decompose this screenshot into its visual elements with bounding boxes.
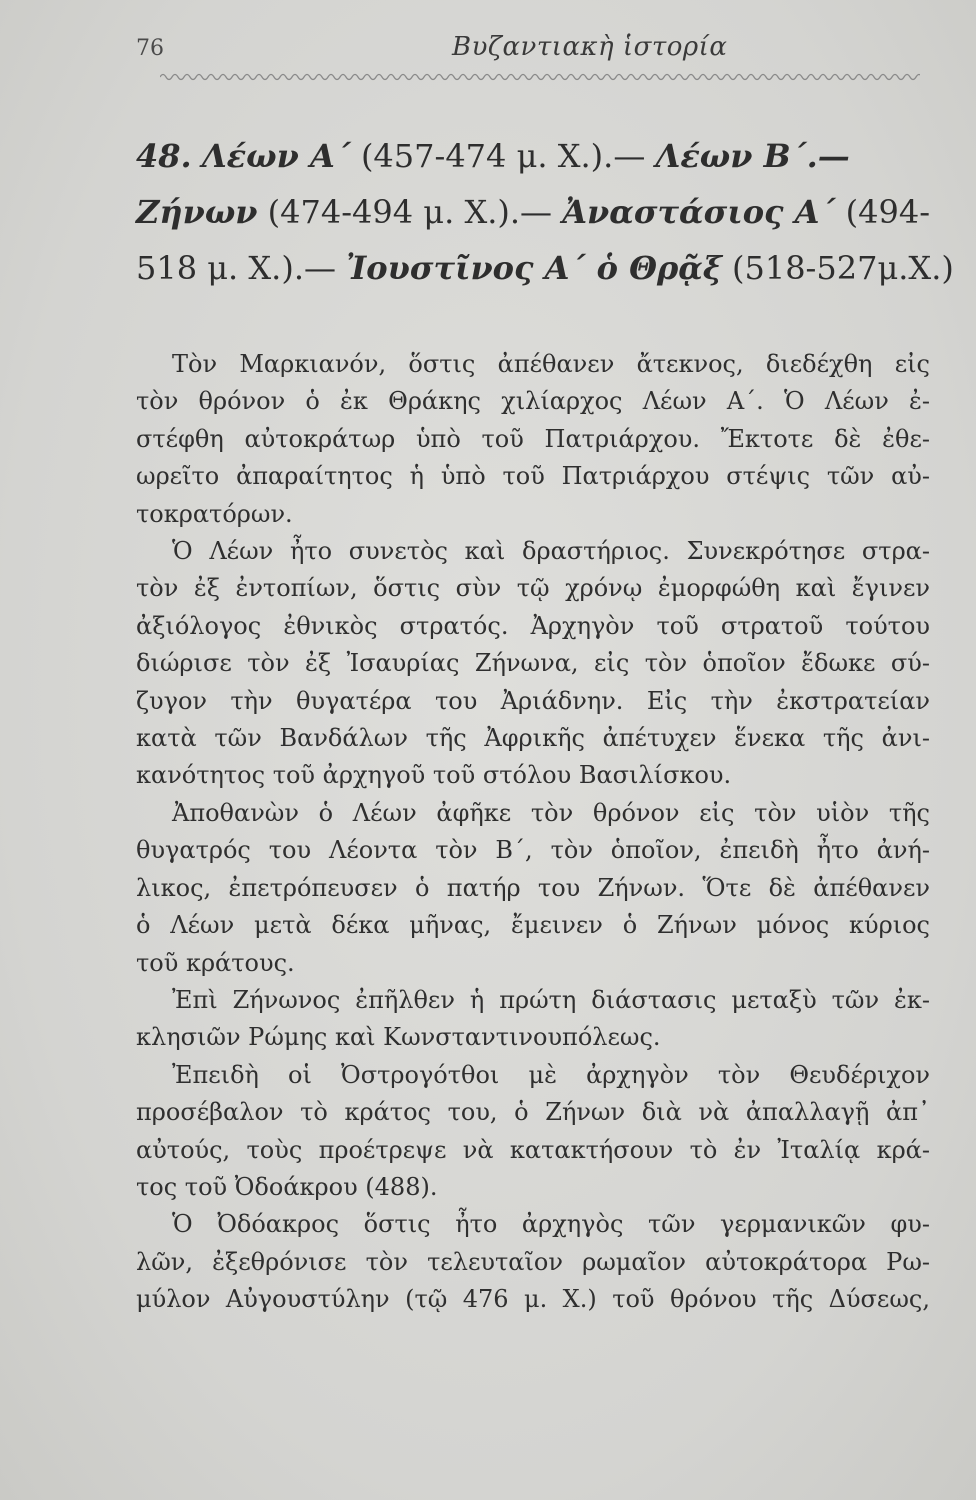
emperor-name: Ἀναστάσιος Α΄ <box>562 193 836 231</box>
text-line: διώρισε τὸν ἐξ Ἰσαυρίας Ζήνωνα, εἰς τὸν ὁποῖον ἔδωκε σύ- <box>136 649 930 678</box>
text-line: ωρεῖτο ἀπαραίτητος ἡ ὑπὸ τοῦ Πατριάρχου στέψις τῶν αὐ- <box>136 462 930 491</box>
text-line: ζυγον τὴν θυγατέρα του Ἀριάδνην. Εἰς τὴν ἐκστρατείαν <box>136 686 930 715</box>
reign-dates: 518 μ. Χ.).— <box>136 249 336 287</box>
text-line: τος τοῦ Ὀδοάκρου (488). <box>136 1172 438 1201</box>
reign-dates: (457-474 μ. Χ.).— <box>360 137 646 175</box>
text-line: λῶν, ἐξεθρόνισε τὸν τελευταῖον ρωμαῖον αὐτοκράτορα Ρω- <box>136 1247 930 1276</box>
text-line: τὸν θρόνον ὁ ἐκ Θράκης χιλίαρχος Λέων Α΄. Ὁ Λέων ἐ- <box>136 387 930 416</box>
text-line: αὐτούς, τοὺς προέτρεψε νὰ κατακτήσουν τὸ ἐν Ἰταλίᾳ κρά- <box>136 1135 930 1164</box>
running-title: Βυζαντιακὴ ἱστορία <box>452 32 728 62</box>
text-line: Τὸν Μαρκιανόν, ὅστις ἀπέθανεν ἄτεκνος, διεδέχθη εἰς <box>172 350 930 378</box>
reign-dates: (494- <box>845 193 931 231</box>
text-line: ὁ Λέων μετὰ δέκα μῆνας, ἔμεινεν ὁ Ζήνων μόνος κύριος <box>136 911 930 940</box>
text-line: Ὁ Λέων ἦτο συνετὸς καὶ δραστήριος. Συνεκρότησε στρα- <box>172 537 930 566</box>
emperor-name: Ἰουστῖνος Α΄ ὁ Θρᾷξ <box>346 249 722 287</box>
text-line: Ἀποθανὼν ὁ Λέων ἀφῆκε τὸν θρόνον εἰς τὸν υἱὸν τῆς <box>172 798 930 827</box>
text-line: Ἐπὶ Ζήνωνος ἐπῆλθεν ἡ πρώτη διάστασις μεταξὺ τῶν ἐκ- <box>172 985 930 1014</box>
text-line: τοκρατόρων. <box>136 499 293 528</box>
decorative-wavy-rule <box>160 70 920 84</box>
text-line: Ὁ Ὀδόακρος ὅστις ἦτο ἀρχηγὸς τῶν γερμανικῶν φυ- <box>172 1210 930 1239</box>
reign-dates: (474-494 μ. Χ.).— <box>267 193 553 231</box>
heading-line-2 <box>136 184 930 240</box>
text-line: τὸν ἐξ ἐντοπίων, ὅστις σὺν τῷ χρόνῳ ἐμορφώθη καὶ ἔγινεν <box>136 574 930 603</box>
text-line: ἀξιόλογος ἐθνικὸς στρατός. Ἀρχηγὸν τοῦ στρατοῦ τούτου <box>136 611 930 640</box>
text-line: κατὰ τῶν Βανδάλων τῆς Ἀφρικῆς ἀπέτυχεν ἕνεκα τῆς ἀνι- <box>136 724 930 753</box>
emperor-name: Ζήνων <box>136 193 258 231</box>
body-text <box>136 346 930 1319</box>
text-line: προσέβαλον τὸ κράτος του, ὁ Ζήνων διὰ νὰ ἀπαλλαγῇ ἀπ᾿ <box>136 1098 930 1127</box>
text-line: τοῦ κράτους. <box>136 948 295 977</box>
heading-line-1 <box>136 128 930 184</box>
text-line: Ἐπειδὴ οἱ Ὀστρογότθοι μὲ ἀρχηγὸν τὸν Θευδέριχον <box>172 1060 930 1089</box>
section-heading <box>136 128 954 296</box>
text-line: κλησιῶν Ρώμης καὶ Κωνσταντινουπόλεως. <box>136 1023 661 1052</box>
emperor-name: Λέων Β΄.— <box>655 137 850 175</box>
text-line: κανότητος τοῦ ἀρχηγοῦ τοῦ στόλου Βασιλίσκου. <box>136 761 732 790</box>
text-line: στέφθη αὐτοκράτωρ ὑπὸ τοῦ Πατριάρχου. Ἔκτοτε δὲ ἐθε- <box>136 424 930 453</box>
text-line: λικος, ἐπετρόπευσεν ὁ πατήρ του Ζήνων. Ὅτε δὲ ἀπέθανεν <box>136 873 930 902</box>
running-head <box>136 32 920 72</box>
text-line: θυγατρός του Λέοντα τὸν Β΄, τὸν ὁποῖον, ἐπειδὴ ἦτο ἀνή- <box>136 836 930 865</box>
heading-line-3 <box>136 240 954 296</box>
section-number: 48. <box>136 137 192 175</box>
text-line: μύλον Αὐγουστύλην (τῷ 476 μ. Χ.) τοῦ θρόνου τῆς Δύσεως, <box>136 1285 930 1314</box>
reign-dates: (518-527μ.Χ.) <box>731 249 954 287</box>
emperor-name: Λέων Α΄ <box>201 137 351 175</box>
page-number: 76 <box>136 36 164 61</box>
